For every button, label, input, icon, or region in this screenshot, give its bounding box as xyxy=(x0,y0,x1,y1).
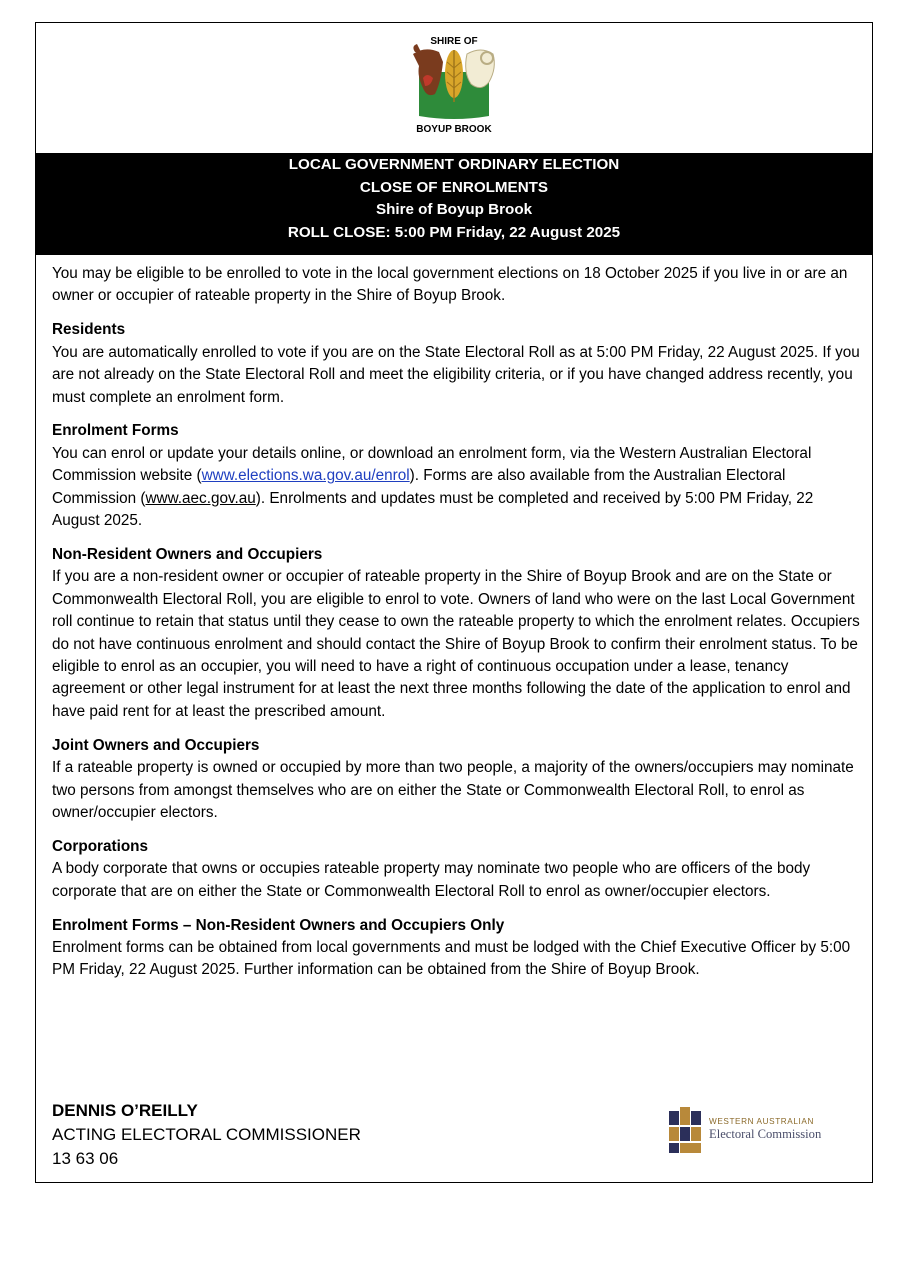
banner-line-close: CLOSE OF ENROLMENTS xyxy=(359,178,549,196)
banner-line-roll-close: ROLL CLOSE: 5:00 PM Friday, 22 August 2025 xyxy=(287,223,621,241)
logo-top-text: SHIRE OF xyxy=(430,36,478,47)
waec-enrol-link[interactable]: www.elections.wa.gov.au/enrol xyxy=(201,467,410,485)
enrolment-forms-text-1: You can enrol or update your details online, or download an enrolment form, via the Western Australian Electoral Commission website ( xyxy=(52,444,812,485)
corporations-heading: Corporations xyxy=(52,837,149,855)
aec-link[interactable]: www.aec.gov.au xyxy=(145,489,256,507)
logo-bottom-text: BOYUP BROOK xyxy=(416,124,492,135)
signature-block xyxy=(52,1099,361,1171)
waec-line-1: WESTERN AUSTRALIAN xyxy=(709,1117,814,1126)
joint-owners-heading: Joint Owners and Occupiers xyxy=(52,736,260,754)
non-resident-paragraph: If you are a non-resident owner or occupier of rateable property in the Shire of Boyup Brook and are on the State or Commonwealth Electoral Roll, you are eligible to enrol to vote. Owners of land who were on the last Local Government roll continue to retain that status until they cease to own the rateable property to which the enrolment relates. Occupiers do not have continuous enrolment and should contact the Shire of Boyup Brook to confirm their enrolment status. To be eligible to enrol as an occupier, you will need to have a right of continuous occupation under a lease, tenancy agreement or other legal instrument for at least the next three months following the date of the application to enrol and have paid rent for at least the prescribed amount. xyxy=(52,568,860,720)
shire-logo xyxy=(405,32,503,136)
banner-line-election: LOCAL GOVERNMENT ORDINARY ELECTION xyxy=(288,156,620,173)
commissioner-title: ACTING ELECTORAL COMMISSIONER xyxy=(52,1125,361,1144)
waec-emblem-icon xyxy=(667,1105,703,1155)
waec-line-2: Electoral Commission xyxy=(709,1127,822,1141)
commissioner-name: DENNIS O’REILLY xyxy=(52,1101,198,1120)
corporations-paragraph: A body corporate that owns or occupies rateable property may nominate two people who are officers of the body corporate that are on either the State or Commonwealth Electoral Roll to enrol as owner/occupier electors. xyxy=(52,860,811,900)
residents-paragraph: You are automatically enrolled to vote if you are on the State Electoral Roll as at 5:00 PM Friday, 22 August 2025. If you are not already on the State Electoral Roll and meet the eligibility criteria, or if you have changed address recently, you must complete an enrolment form. xyxy=(52,343,860,406)
header-banner xyxy=(35,153,873,255)
enrolment-forms-heading: Enrolment Forms xyxy=(52,422,179,440)
shire-crest-icon xyxy=(405,32,503,136)
waec-wordmark xyxy=(709,1116,821,1141)
contact-phone: 13 63 06 xyxy=(52,1149,119,1168)
banner-line-shire: Shire of Boyup Brook xyxy=(375,201,533,219)
nonres-forms-paragraph: Enrolment forms can be obtained from local governments and must be lodged with the Chief Executive Officer by 5:00 PM Friday, 22 August 2025. Further information can be obtained from the Shire of Boyup Brook. xyxy=(52,938,851,979)
enrolment-forms-text-2: ). Forms are also available from the Australian Electoral Commission ( xyxy=(52,467,786,507)
notice-body xyxy=(52,263,860,993)
enrolment-forms-text-3: ). Enrolments and updates must be completed and received by 5:00 PM Friday, 22 August 2025. xyxy=(52,489,814,530)
intro-paragraph: You may be eligible to be enrolled to vote in the local government elections on 18 October 2025 if you live in or are an owner or occupier of rateable property in the Shire of Boyup Brook. xyxy=(52,265,848,305)
residents-heading: Residents xyxy=(52,321,126,339)
enrolment-forms-paragraph xyxy=(52,443,860,533)
non-resident-heading: Non-Resident Owners and Occupiers xyxy=(52,545,323,563)
waec-logo xyxy=(667,1105,847,1157)
joint-owners-paragraph: If a rateable property is owned or occupied by more than two people, a majority of the owners/occupiers may nominate two persons from amongst themselves who are on either the State or Commonwealth Electoral Roll, to enrol as owner/occupier electors. xyxy=(52,759,854,821)
nonres-forms-heading: Enrolment Forms – Non-Resident Owners and Occupiers Only xyxy=(52,916,505,934)
